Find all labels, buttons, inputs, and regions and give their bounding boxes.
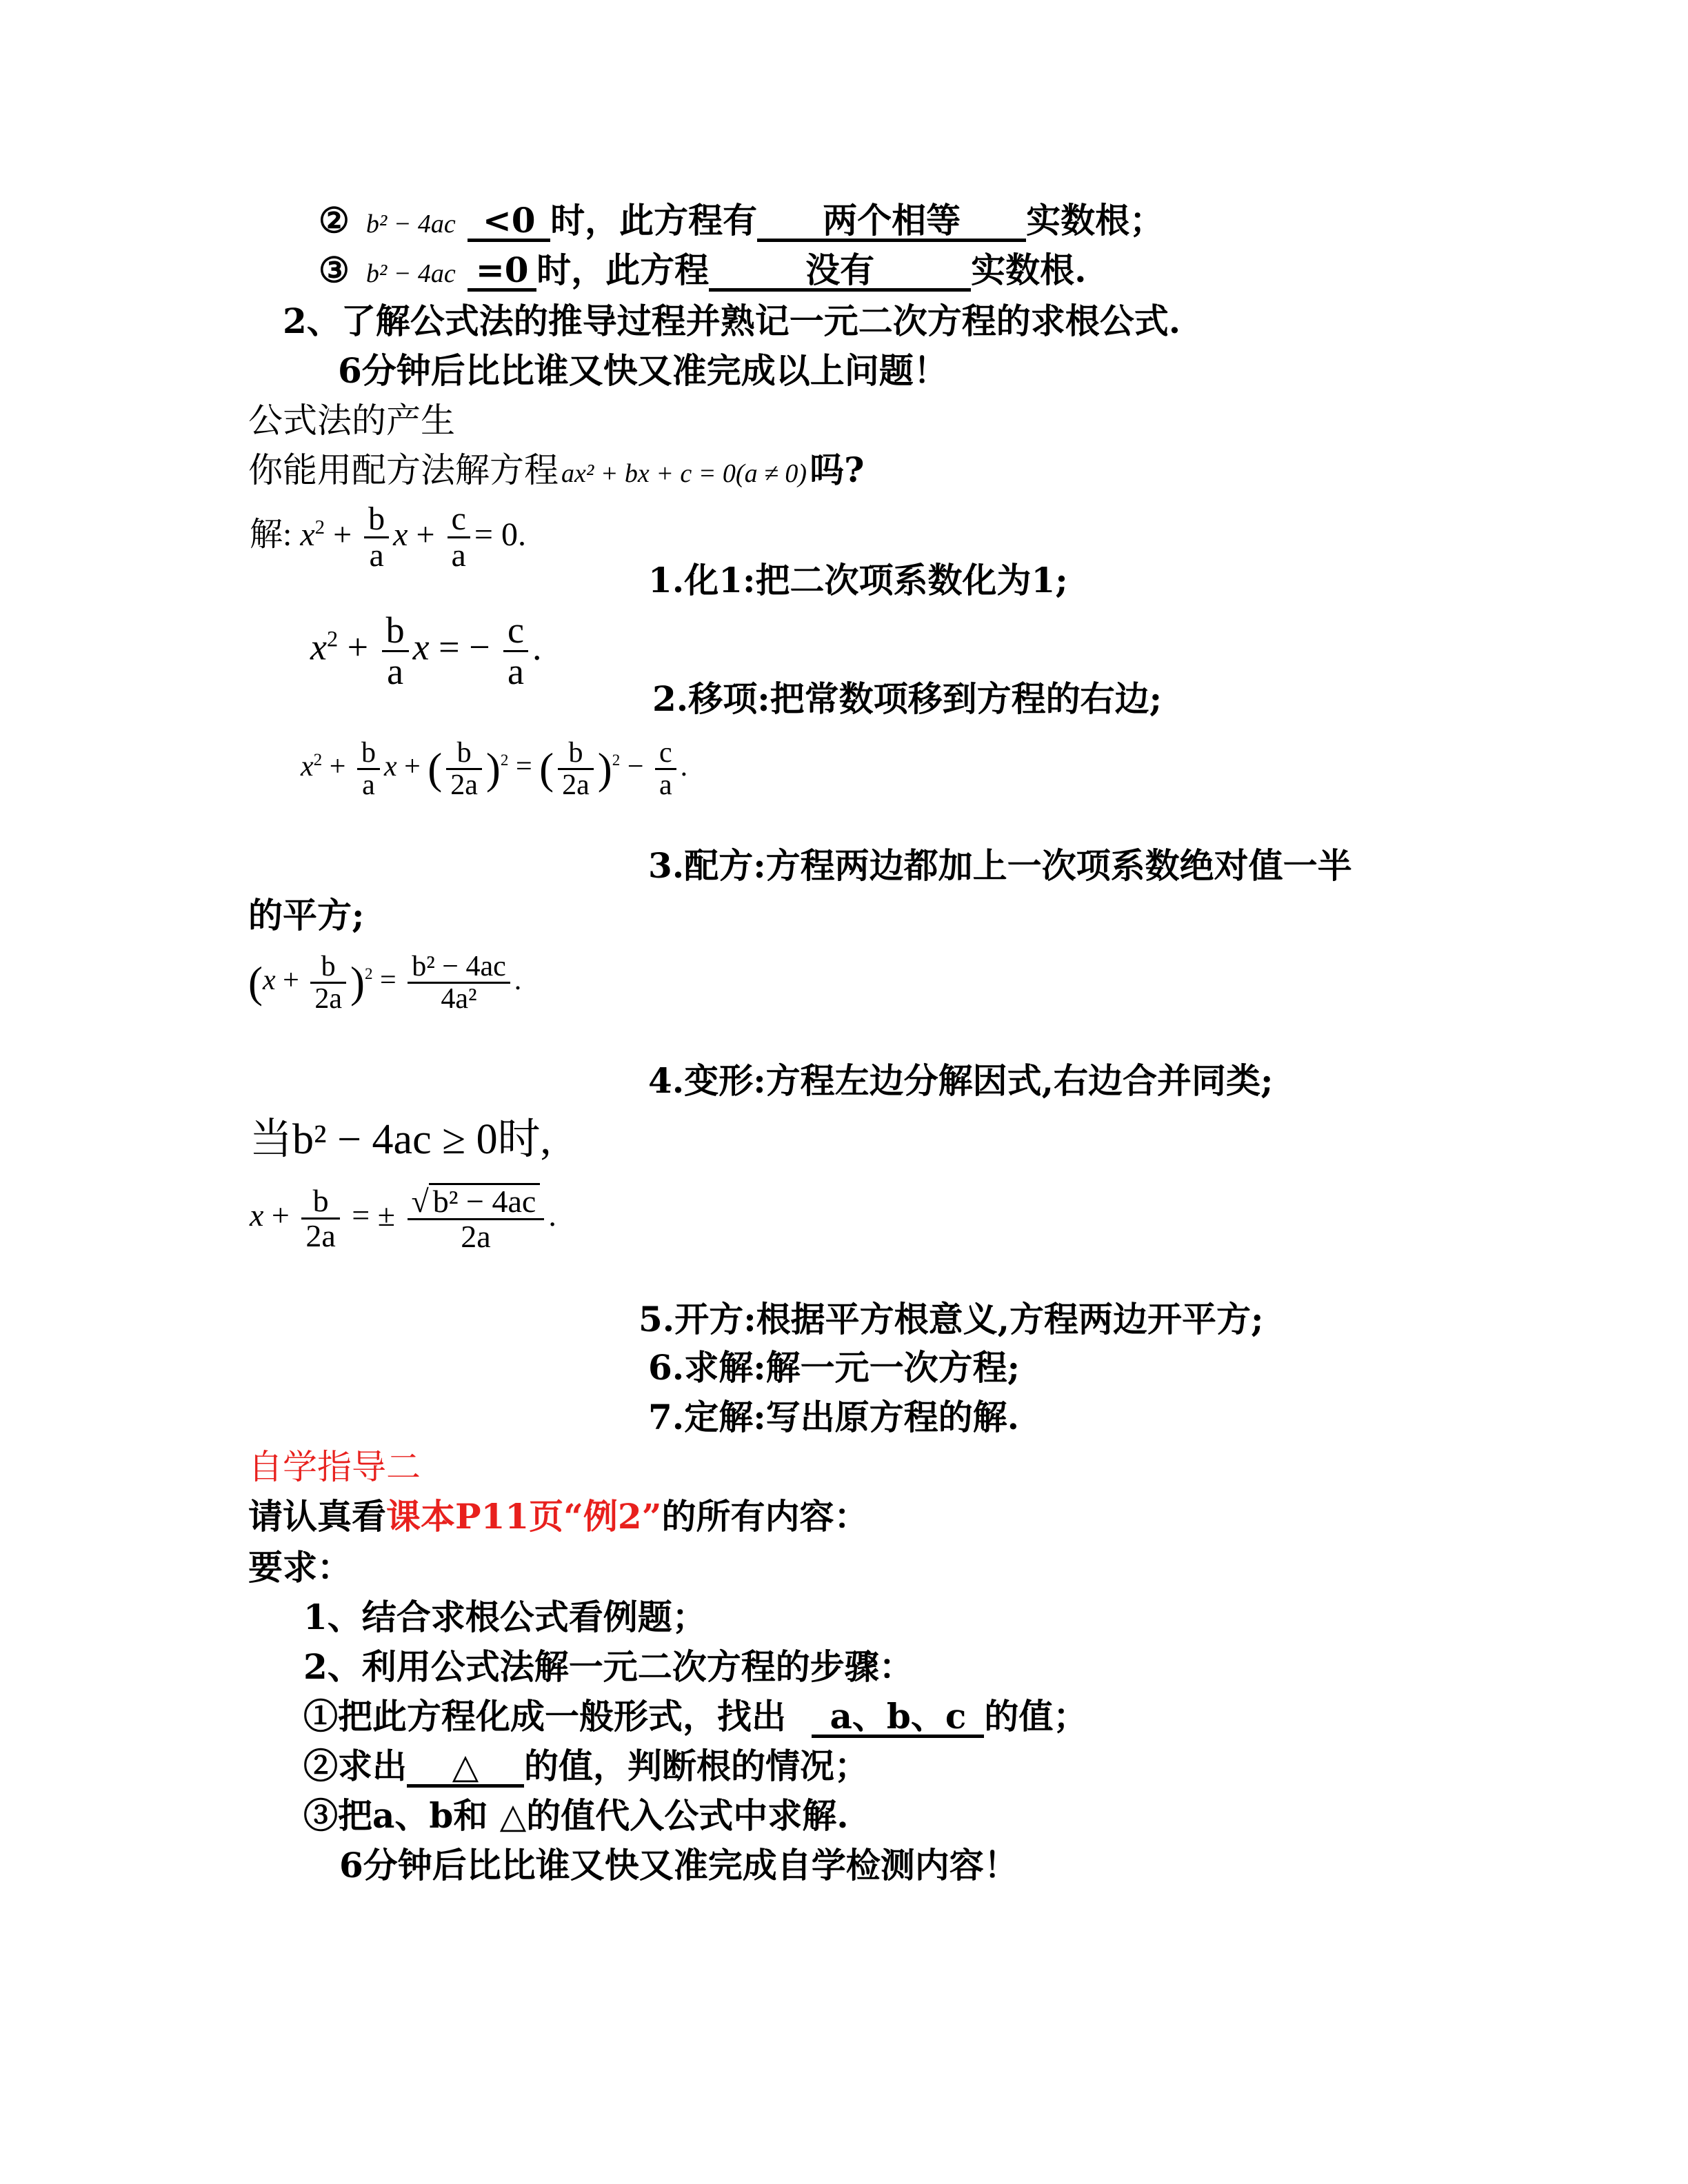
- fraction-b-over-2a: $\frac{b}{2a}$: [558, 738, 594, 800]
- circled-3-marker: ③: [319, 250, 350, 290]
- derivation-title: 公式法的产生: [248, 401, 455, 441]
- condition-text: 时，此方程: [536, 250, 710, 290]
- challenge-line-1: 6分钟后比比谁又快又准完成以上问题！: [338, 350, 948, 391]
- fraction-c-over-a: $\frac{c}{a}$: [448, 502, 470, 574]
- question-line: [248, 449, 864, 494]
- instruction-prefix: 请认真看: [248, 1496, 386, 1537]
- textbook-reference: 课本P11页“例2”: [386, 1496, 662, 1537]
- guide-two-title: 自学指导二: [248, 1447, 421, 1487]
- fraction-c-over-a: $\frac{c}{a}$: [655, 738, 676, 800]
- sub-step-1: [303, 1696, 1087, 1738]
- question-prefix: 你能用配方法解方程: [248, 450, 559, 490]
- sub-step-3: ③把a、b和 △的值代入公式中求解.: [303, 1795, 849, 1836]
- instruction-suffix: 的所有内容：: [661, 1496, 869, 1537]
- fraction-c-over-a: $\frac{c}{a}$: [503, 611, 528, 691]
- question-suffix: 吗?: [810, 449, 865, 490]
- requirement-2: 2、利用公式法解一元二次方程的步骤：: [303, 1646, 914, 1687]
- step-3-continued: 的平方;: [248, 895, 365, 936]
- step-4: 4.变形:方程左边分解因式,右边合并同类;: [648, 1060, 1274, 1101]
- blank-two-equal: 两个相等: [757, 203, 1026, 242]
- fraction-b-over-a: $\frac{b}{a}$: [364, 502, 389, 574]
- fraction-b-over-2a: $\frac{b}{2a}$: [310, 951, 346, 1014]
- instruction-line: [248, 1496, 869, 1537]
- general-equation: ax² + bx + c = 0(a ≠ 0): [561, 459, 807, 488]
- blank-none: 没有: [709, 252, 971, 292]
- requirement-label: 要求：: [248, 1547, 352, 1588]
- step-3: 3.配方:方程两边都加上一次项系数绝对值一半: [648, 845, 1352, 886]
- equation-step4: (x + $\frac{b}{2a}$ )$^2$ = $\frac{\text{b² − 4ac}}{\text{4a²}}$ .: [248, 951, 522, 1015]
- condition-end: 实数根.: [971, 250, 1087, 290]
- sub-step-2-suffix: 的值，判断根的情况；: [524, 1746, 869, 1786]
- equation-step5: x + $\frac{b}{2a}$ = ± $\frac{\text{√ b² − 4ac}}{2a}$ .: [250, 1182, 556, 1255]
- blank-abc: a、b、c: [812, 1699, 984, 1738]
- step-7: 7.定解:写出原方程的解.: [648, 1397, 1020, 1437]
- fraction-b-over-2a: $\frac{b}{2a}$: [446, 738, 482, 800]
- fraction-b-over-a: $\frac{b}{a}$: [357, 738, 380, 800]
- sub-step-2-prefix: ②求出: [303, 1746, 407, 1786]
- blank-delta: △: [407, 1748, 524, 1788]
- step-2: 2.移项:把常数项移到方程的右边;: [652, 678, 1163, 719]
- sub-step-1-prefix: ①把此方程化成一般形式，找出: [303, 1696, 786, 1737]
- step-6: 6.求解:解一元一次方程;: [648, 1347, 1021, 1388]
- step-5: 5.开方:根据平方根意义,方程两边开平方;: [639, 1299, 1264, 1339]
- condition-line-2: [319, 200, 1164, 245]
- sub-step-1-suffix: 的值；: [984, 1696, 1088, 1737]
- discriminant-expr: b² − 4ac: [365, 210, 456, 239]
- fraction-b-over-a: $\frac{b}{a}$: [382, 611, 409, 691]
- challenge-line-2: 6分钟后比比谁又快又准完成自学检测内容！: [339, 1845, 1018, 1885]
- condition-end: 实数根；: [1026, 200, 1165, 241]
- equation-step3: $x^2$ + $\frac{b}{a}$ x + ( $\frac{b}{2a}$ )$^2$ = ( $\frac{b}{2a}$ )$^2$ − $\frac{c}{a}$ .: [301, 737, 688, 802]
- sub-step-2: [303, 1746, 869, 1788]
- condition-line-3: [319, 250, 1087, 294]
- fraction-b-over-2a: $\frac{b}{2a}$: [301, 1184, 339, 1253]
- solve-label: 解: [250, 516, 283, 553]
- step-1: 1.化1:把二次项系数化为1;: [648, 560, 1068, 600]
- blank-equals-zero: =0: [468, 252, 536, 292]
- circled-2-marker: ②: [319, 200, 350, 241]
- fraction-discriminant-over-4a2: $\frac{\text{b² − 4ac}}{\text{4a²}}$: [408, 951, 510, 1014]
- discriminant-expr: b² − 4ac: [365, 259, 456, 288]
- fraction-sqrt-discriminant-over-2a: $\frac{\text{√ b² − 4ac}}{2a}$: [408, 1183, 545, 1254]
- condition-text: 时，此方程有: [550, 200, 758, 241]
- equation-step1: 解: $x^2$ + $\frac{b}{a}$ x + $\frac{c}{a}$ = 0.: [250, 501, 526, 574]
- blank-less-than-zero: <0: [468, 203, 550, 242]
- requirement-1: 1、结合求根公式看例题；: [303, 1597, 707, 1637]
- when-condition: 当b² − 4ac ≥ 0时,: [250, 1116, 552, 1163]
- equation-step2: $x^2$ + $\frac{b}{a}$ x = − $\frac{c}{a}$ .: [310, 609, 542, 692]
- requirement-point-2: 2、了解公式法的推导过程并熟记一元二次方程的求根公式.: [283, 301, 1181, 341]
